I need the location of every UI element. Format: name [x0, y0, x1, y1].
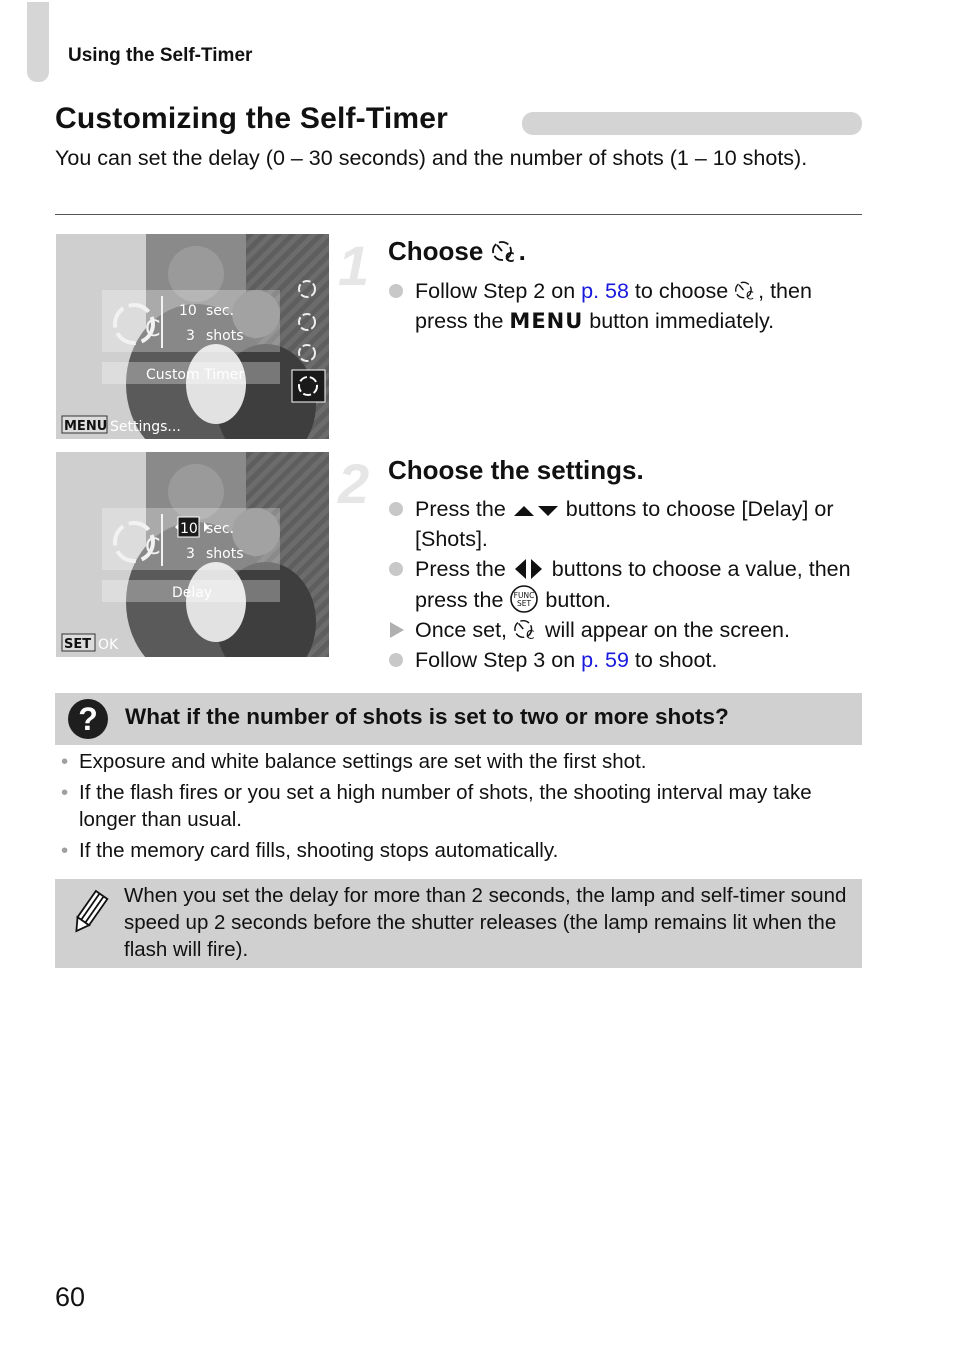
shots-value: 3: [186, 328, 195, 344]
step2-heading: Choose the settings.: [388, 455, 644, 485]
step1-heading-text: Choose: [388, 236, 484, 266]
set-action: OK: [98, 637, 119, 653]
step2-b1-post: buttons to choose [Delay] or [Shots].: [415, 497, 834, 551]
svg-text:SET: SET: [517, 599, 532, 608]
page-number: 60: [55, 1282, 86, 1312]
delay-value: 10: [180, 521, 198, 537]
question-box: [55, 693, 862, 745]
intro-text: You can set the delay (0 – 30 seconds) and the number of shots (1 – 10 shots).: [55, 146, 808, 170]
step1-text-1: Follow Step 2 on: [415, 279, 582, 303]
list-item: [388, 554, 863, 615]
step2-b4-post: to shoot.: [628, 648, 718, 672]
step1-text-3: , then press the: [415, 279, 812, 333]
up-down-arrows-icon: [512, 502, 560, 520]
camera-screen-custom-timer: [56, 234, 329, 439]
step2-b4-pre: Follow Step 3 on: [415, 648, 582, 672]
section-title: Customizing the Self-Timer: [55, 102, 449, 135]
menu-action: Settings...: [110, 419, 181, 435]
question-text: What if the number of shots is set to two or more shots?: [125, 704, 729, 729]
side-tab: [27, 2, 49, 82]
svg-text:C: C: [145, 317, 161, 342]
step1-text-2: to choose: [628, 279, 735, 303]
svg-text:C: C: [746, 289, 754, 302]
shots-value: 3: [186, 546, 195, 562]
camera-screen-delay: [56, 452, 329, 657]
step2-b1-pre: Press the: [415, 497, 512, 521]
link-p58[interactable]: p. 58: [581, 279, 629, 303]
step1-heading: [388, 236, 526, 266]
step2-b2-post: button.: [539, 588, 612, 612]
mode-label: Custom Timer: [146, 367, 245, 383]
step1-heading-period: .: [518, 236, 526, 266]
list-item: [388, 494, 863, 554]
step1-instructions: [388, 276, 863, 336]
delay-unit: sec.: [206, 521, 235, 537]
menu-key: MENU: [64, 419, 108, 434]
shots-unit: shots: [206, 546, 244, 562]
svg-text:C: C: [526, 628, 535, 641]
step2-b2-pre: Press the: [415, 557, 512, 581]
svg-text:FUNC: FUNC: [514, 591, 535, 600]
step-number-2: 2: [338, 452, 370, 515]
custom-timer-icon: [513, 617, 539, 641]
note-box: [55, 879, 862, 968]
list-item: • Exposure and white balance settings are set with the first shot.: [61, 750, 647, 773]
step2-b3-post: will appear on the screen.: [539, 618, 790, 642]
custom-timer-icon: [491, 238, 519, 264]
list-item: [388, 615, 863, 645]
set-key: SET: [64, 637, 92, 652]
running-head: Using the Self-Timer: [68, 45, 253, 66]
answer-item-1: Exposure and white balance settings are set with the first shot.: [79, 750, 647, 773]
step2-b2-mid: buttons to choose a value, then press the: [415, 557, 851, 612]
list-item: [388, 276, 863, 336]
step1-text-4: button immediately.: [583, 309, 775, 333]
step-number-1: 1: [338, 234, 370, 297]
menu-button-icon: MENU: [509, 309, 584, 333]
list-item: • If the memory card fills, shooting stops automatically.: [61, 838, 559, 862]
svg-text:C: C: [504, 251, 515, 264]
title-bar: [522, 112, 862, 135]
question-icon: ?: [68, 699, 108, 739]
delay-unit: sec.: [206, 303, 235, 319]
delay-value: 10: [179, 303, 197, 319]
svg-text:C: C: [145, 535, 161, 560]
answer-item-3: If the memory card fills, shooting stops automatically.: [79, 838, 559, 862]
left-right-arrows-icon: [512, 558, 546, 580]
field-label: Delay: [172, 585, 213, 601]
pencil-note-icon: [69, 889, 109, 937]
shots-unit: shots: [206, 328, 244, 344]
list-item: [388, 645, 863, 675]
step2-b3-pre: Once set,: [415, 618, 513, 642]
step2-instructions: [388, 494, 863, 675]
answer-list: [60, 748, 860, 867]
note-text: When you set the delay for more than 2 seconds, the lamp and self-timer sound speed up 2 seconds before the shutter releases (the lamp remains lit when the flash will fire).: [124, 884, 847, 961]
custom-timer-icon: [734, 278, 758, 302]
answer-item-2: If the flash fires or you set a high number of shots, the shooting interval may take longer than usual.: [79, 780, 812, 831]
list-item: • If the flash fires or you set a high number of shots, the shooting interval may take longer than usual.: [61, 780, 812, 831]
func-set-button-icon: [509, 584, 539, 614]
divider: [55, 214, 862, 215]
link-p59[interactable]: p. 59: [581, 648, 629, 672]
